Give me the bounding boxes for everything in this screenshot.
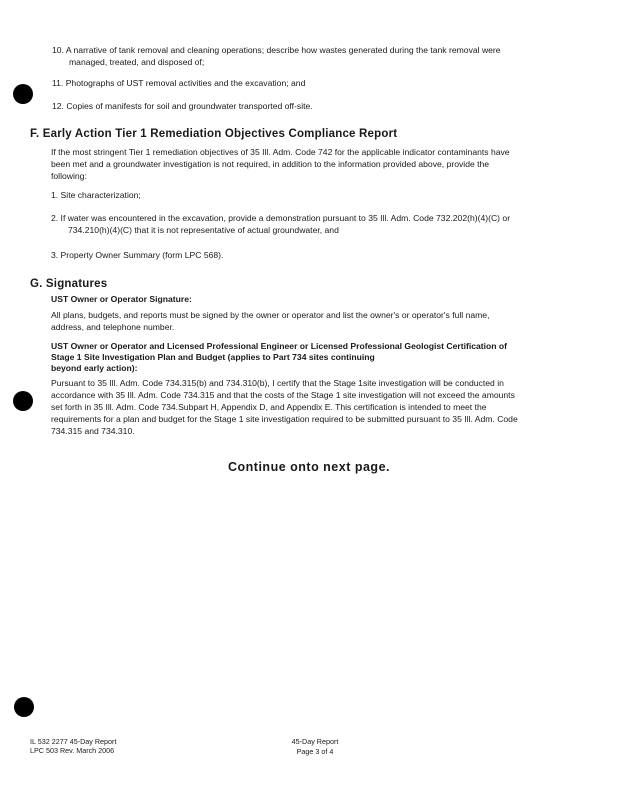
- list-item-10-line2: managed, treated, and disposed of;: [69, 57, 205, 67]
- section-f-intro-line3: following:: [51, 171, 87, 181]
- owner-signature-subheading: UST Owner or Operator Signature:: [51, 294, 192, 304]
- section-g-heading: G. Signatures: [30, 278, 108, 290]
- certification-subheading-line1: UST Owner or Operator and Licensed Professional Engineer or Licensed Professional Geologist Certification of: [51, 341, 508, 351]
- section-f-intro-line2: been met and a groundwater investigation is not required, in addition to the information provided above, provide the: [51, 159, 490, 169]
- certification-text-line2: accordance with 35 Ill. Adm. Code 734.315 and that the costs of the Stage 1 site investigation will not exceed the amounts: [51, 390, 515, 400]
- list-item-11: 11. Photographs of UST removal activities and the excavation; and: [52, 78, 306, 88]
- footer-page-number: Page 3 of 4: [296, 747, 334, 756]
- section-f-heading: F. Early Action Tier 1 Remediation Objectives Compliance Report: [30, 128, 398, 140]
- section-f-item-3: 3. Property Owner Summary (form LPC 568).: [51, 250, 224, 260]
- punch-hole-top: [13, 84, 33, 104]
- owner-signature-text-line2: address, and telephone number.: [51, 322, 175, 332]
- punch-hole-bottom: [14, 697, 34, 717]
- list-item-10-line1: 10. A narrative of tank removal and cleaning operations; describe how wastes generated during the tank removal were: [52, 45, 501, 55]
- certification-text-line3: set forth in 35 Ill. Adm. Code 734.Subpart H, Appendix D, and Appendix E. This certification is intended to meet the: [51, 402, 487, 412]
- certification-text-line1: Pursuant to 35 Ill. Adm. Code 734.315(b) and 734.310(b), I certify that the Stage 1site investigation will be conducted in: [51, 378, 504, 388]
- section-f-intro-line1: If the most stringent Tier 1 remediation objectives of 35 Ill. Adm. Code 742 for the applicable indicator contaminants have: [51, 147, 510, 157]
- certification-text-line5: 734.315 and 734.310.: [51, 426, 135, 436]
- certification-subheading-line3: beyond early action):: [51, 363, 138, 373]
- section-f-item-2-line1: 2. If water was encountered in the excavation, provide a demonstration pursuant to 35 Ill. Adm. Code 732.202(h)(4)(C) or: [51, 213, 511, 223]
- section-f-item-2-line2: 734.210(h)(4)(C) that it is not representative of actual groundwater, and: [68, 225, 339, 235]
- certification-text-line4: requirements for a plan and budget for the Stage 1 site investigation required to be submitted pursuant to 35 Ill. Adm. Code: [51, 414, 518, 424]
- footer-revision: LPC 503 Rev. March 2006: [30, 746, 115, 755]
- punch-hole-middle: [13, 391, 33, 411]
- owner-signature-text-line1: All plans, budgets, and reports must be signed by the owner or operator and list the owner's or operator's full name,: [51, 310, 490, 320]
- list-item-12: 12. Copies of manifests for soil and groundwater transported off-site.: [52, 101, 313, 111]
- footer-form-number: IL 532 2277 45-Day Report: [30, 737, 117, 746]
- continue-note: Continue onto next page.: [228, 460, 390, 474]
- footer-report-title: 45-Day Report: [291, 737, 339, 746]
- section-f-item-1: 1. Site characterization;: [51, 190, 141, 200]
- certification-subheading-line2: Stage 1 Site Investigation Plan and Budget (applies to Part 734 sites continuing: [51, 352, 375, 362]
